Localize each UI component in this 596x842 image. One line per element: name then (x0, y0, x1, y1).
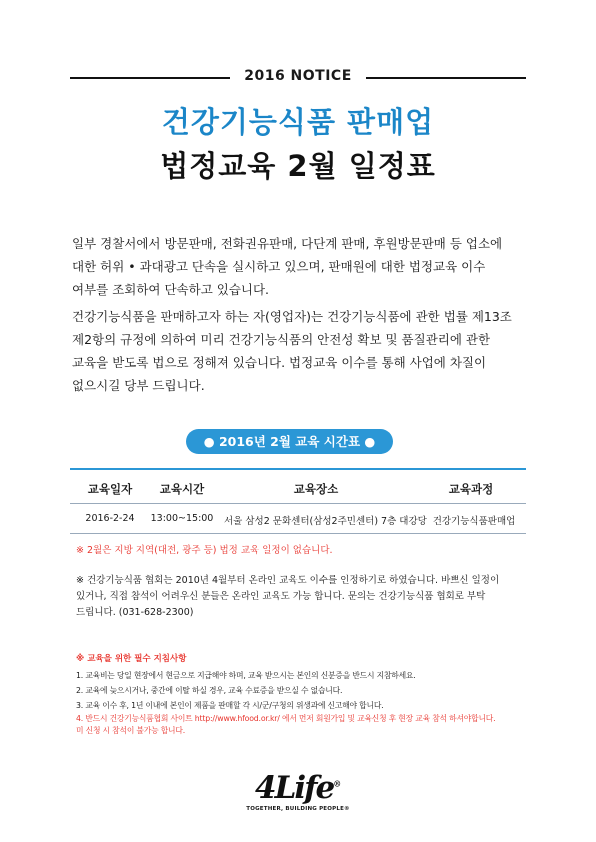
notice-line: ※ 건강기능식품 협회는 2010년 4월부터 온라인 교육도 이수를 인정하기로 하였습니다. 바쁘신 일정이 (76, 575, 500, 586)
page-title-line1: 건강기능식품 판매업 (161, 105, 435, 139)
intro-line: 대한 허위 • 과대광고 단속을 실시하고 있으며, 판매원에 대한 법정교육 이수 (72, 259, 486, 274)
table-cell-date: 2016-2-24 (85, 513, 135, 524)
rule-item: 미 신청 시 참석이 불가능 합니다. (76, 726, 185, 735)
table-cell-venue: 서울 삼성2 문화센터(삼성2주민센터) 7층 대강당 (224, 516, 427, 527)
column-header-date: 교육일자 (87, 482, 133, 496)
intro-paragraph-2 (72, 305, 532, 397)
logo-wordmark: 4Life (255, 770, 334, 806)
intro-line: 제2항의 규정에 의하여 미리 건강기능식품의 안전성 확보 및 품질관리에 관한 (72, 332, 491, 347)
column-header-time: 교육시간 (159, 482, 205, 496)
table-header-divider (70, 503, 526, 504)
intro-line: 건강기능식품을 판매하고자 하는 자(영업자)는 건강기능식품에 관한 법률 제13조 (72, 309, 512, 324)
notice-label: 2016 NOTICE (244, 68, 352, 84)
brand-logo (255, 770, 341, 806)
online-education-notice (76, 573, 531, 621)
intro-line: 일부 경찰서에서 방문판매, 전화권유판매, 다단계 판매, 후원방문판매 등 업소에 (72, 236, 503, 251)
intro-line: 없으시길 당부 드립니다. (72, 378, 205, 393)
brand-tagline: TOGETHER, BUILDING PEOPLE® (246, 806, 350, 812)
intro-paragraph-1 (72, 232, 532, 301)
schedule-title-badge: ● 2016년 2월 교육 시간표 ● (186, 429, 393, 454)
table-cell-course: 건강기능식품판매업 (432, 516, 516, 527)
notice-line: 있거나, 직접 참석이 어려우신 분들은 온라인 교육도 가능 합니다. 문의는 건강기능식품 협회로 부탁 (76, 591, 486, 602)
table-bottom-rule (70, 533, 526, 534)
notice-line: 드립니다. (031-628-2300) (76, 607, 194, 618)
rule-item: 4. 반드시 건강기능식품협회 사이트 http://www.hfood.or.kr/ 에서 먼저 회원가입 및 교육신청 후 현장 교육 참석 하셔야합니다. (76, 714, 496, 723)
column-header-venue: 교육장소 (293, 482, 339, 496)
header-rule-right (366, 77, 526, 79)
column-header-course: 교육과정 (448, 482, 494, 496)
rule-item: 1. 교육비는 당일 현장에서 현금으로 지급해야 하며, 교육 받으시는 본인의 신분증을 반드시 지참하세요. (76, 671, 416, 680)
table-top-rule (70, 468, 526, 470)
page-title-line2: 법정교육 2월 일정표 (160, 149, 436, 183)
rules-heading: ※ 교육을 위한 필수 지침사항 (76, 654, 187, 664)
intro-line: 여부를 조회하여 단속하고 있습니다. (72, 282, 270, 297)
regional-notice: ※ 2월은 지방 지역(대전, 광주 등) 법정 교육 일정이 없습니다. (76, 545, 333, 556)
logo-registered-mark: ® (333, 778, 342, 789)
rule-item: 3. 교육 이수 후, 1년 이내에 본인이 제품을 판매할 각 시/군/구청의 위생과에 신고해야 합니다. (76, 701, 384, 710)
rule-item: 2. 교육에 늦으시거나, 중간에 이탈 하실 경우, 교육 수료증을 받으실 수 없습니다. (76, 686, 343, 695)
table-cell-time: 13:00~15:00 (150, 513, 214, 524)
intro-line: 교육을 받도록 법으로 정해져 있습니다. 법정교육 이수를 통해 사업에 차질이 (72, 355, 487, 370)
